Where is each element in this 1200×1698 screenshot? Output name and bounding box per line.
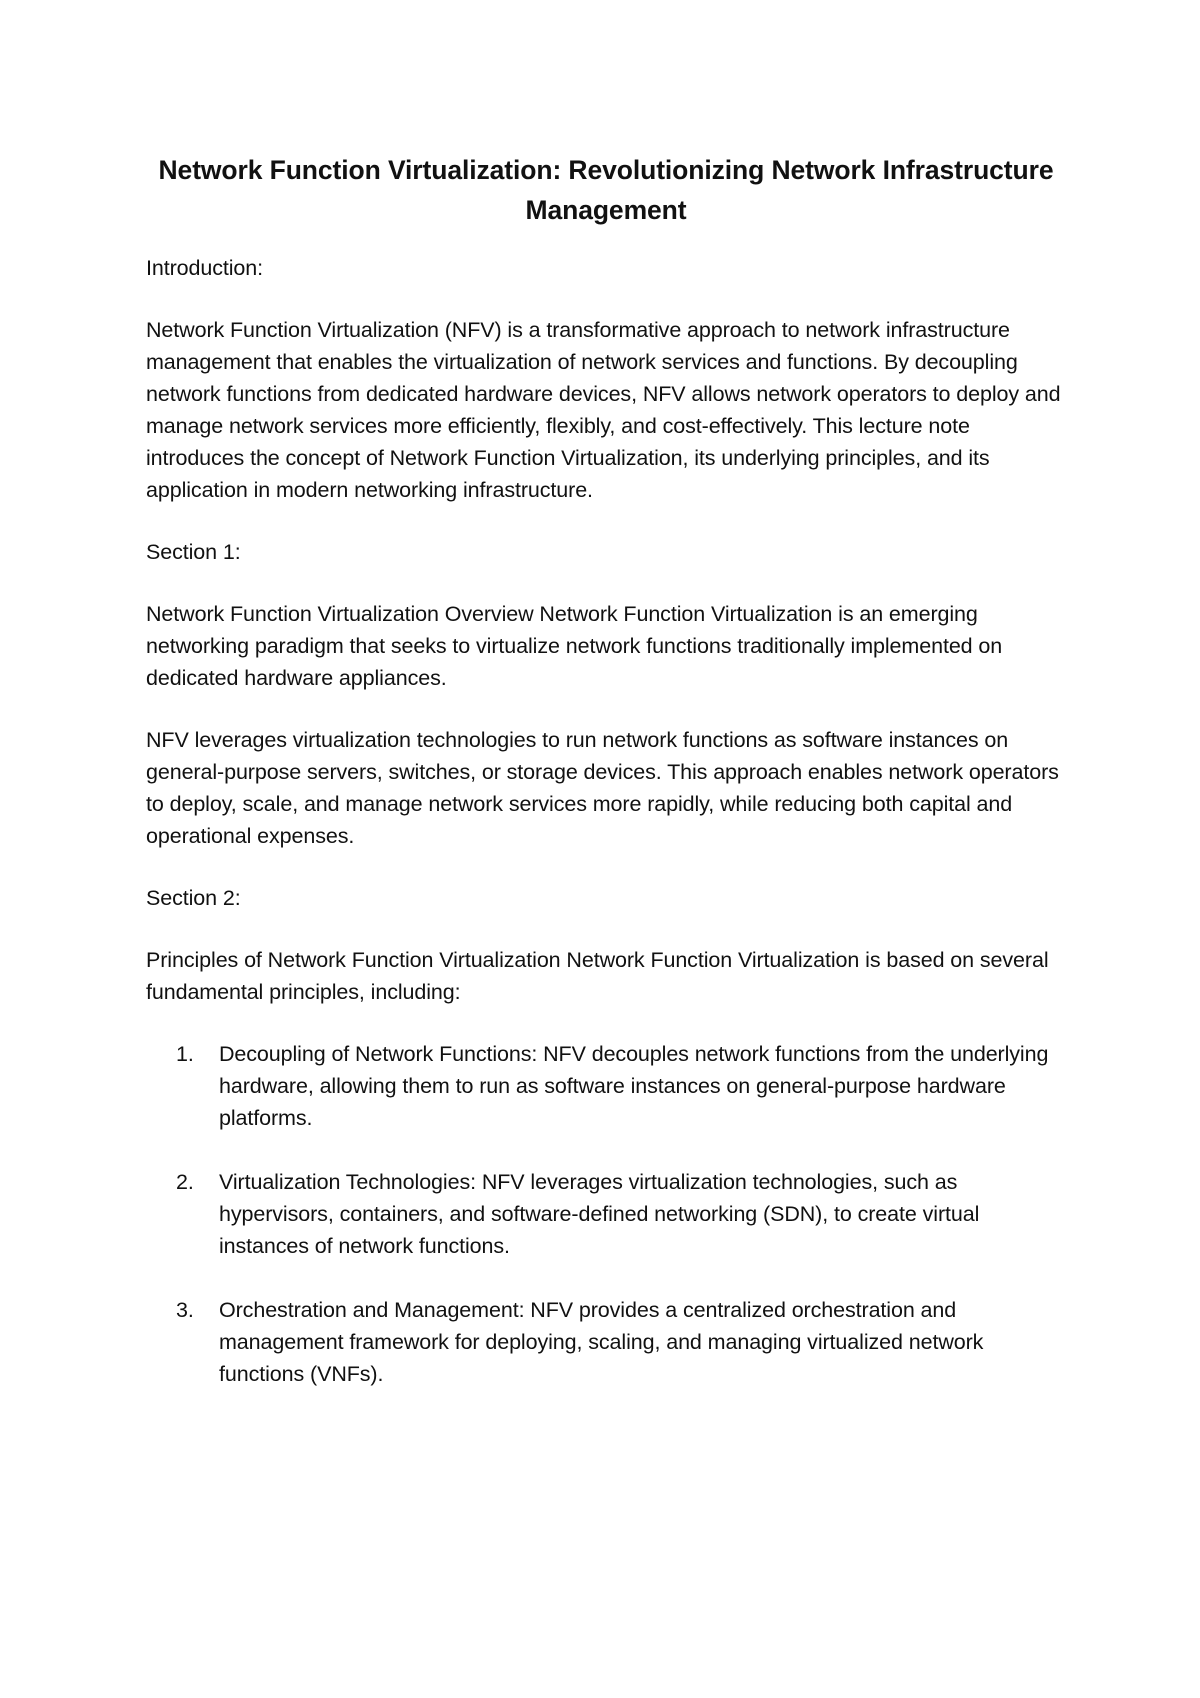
list-item	[146, 1166, 1066, 1262]
list-item-text: Decoupling of Network Functions: NFV decouples network functions from the underlying hardware, allowing them to run as software instances on general-purpose hardware platforms.	[219, 1042, 1049, 1130]
list-item-number: 1.	[176, 1042, 194, 1066]
list-item	[146, 1294, 1066, 1390]
list-item-number: 3.	[176, 1298, 194, 1322]
section-2-intro: Principles of Network Function Virtualization Network Function Virtualization is based on several fundamental principles, including:	[146, 948, 1049, 1004]
list-item	[146, 1038, 1066, 1134]
list-item-number: 2.	[176, 1170, 194, 1194]
document-title: Network Function Virtualization: Revolutionizing Network Infrastructure Management	[158, 155, 1054, 225]
principles-list	[146, 1038, 1066, 1390]
list-item-text: Virtualization Technologies: NFV leverages virtualization technologies, such as hypervisors, containers, and software-defined networking (SDN), to create virtual instances of network functions.	[219, 1170, 980, 1258]
section-2-heading: Section 2:	[146, 886, 241, 910]
section-1-paragraph-2: NFV leverages virtualization technologies to run network functions as software instances on general-purpose servers, switches, or storage devices. This approach enables network operators to deploy, scale, and manage network services more rapidly, while reducing both capital and operational expenses.	[146, 728, 1059, 848]
list-item-text: Orchestration and Management: NFV provides a centralized orchestration and management framework for deploying, scaling, and managing virtualized network functions (VNFs).	[219, 1298, 984, 1386]
introduction-heading: Introduction:	[146, 256, 264, 280]
section-1-paragraph-1: Network Function Virtualization Overview Network Function Virtualization is an emerging networking paradigm that seeks to virtualize network functions traditionally implemented on dedicated hardware appliances.	[146, 602, 1003, 690]
introduction-paragraph: Network Function Virtualization (NFV) is a transformative approach to network infrastructure management that enables the virtualization of network services and functions. By decoupling network functions from dedicated hardware devices, NFV allows network operators to deploy and manage network services more efficiently, flexibly, and cost-effectively. This lecture note introduces the concept of Network Function Virtualization, its underlying principles, and its application in modern networking infrastructure.	[146, 318, 1061, 502]
document-content	[146, 150, 1066, 1422]
section-1-heading: Section 1:	[146, 540, 241, 564]
